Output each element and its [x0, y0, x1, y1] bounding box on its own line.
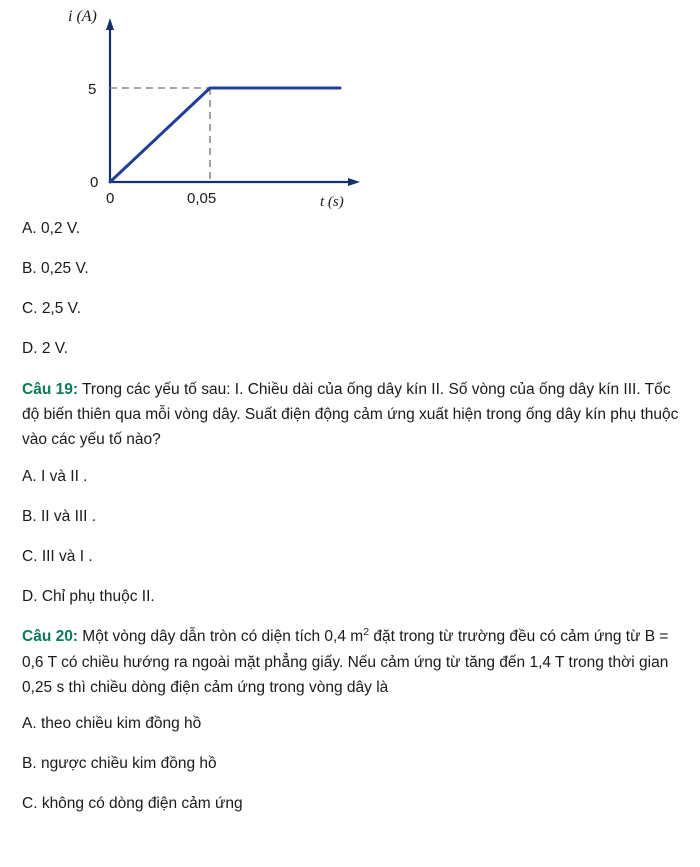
- answer-letter: D.: [22, 587, 38, 605]
- y-axis-label: i (A): [68, 8, 97, 25]
- answer-option-d-q19[interactable]: [18, 576, 682, 616]
- answer-text: [22, 505, 96, 528]
- answer-text: [22, 337, 68, 360]
- answer-letter: B.: [22, 755, 37, 773]
- question-20-superscript: 2: [363, 626, 370, 639]
- answer-letter: C.: [22, 795, 38, 813]
- answer-body: ngược chiều kim đồng hồ: [40, 755, 217, 773]
- answer-text: [22, 297, 81, 320]
- answer-body: III và I .: [41, 547, 93, 565]
- answer-letter: A.: [22, 715, 37, 733]
- answer-letter: D.: [22, 340, 38, 358]
- y-axis-arrow: [106, 18, 114, 30]
- answer-body: 2 V.: [41, 340, 68, 358]
- answer-option-a-q20[interactable]: [18, 704, 682, 744]
- answer-body: 0,25 V.: [40, 260, 89, 278]
- answer-text: [22, 465, 87, 488]
- graph-svg: [32, 4, 392, 209]
- answer-option-c-q19[interactable]: [18, 536, 682, 576]
- answer-option-b-q18[interactable]: [18, 249, 682, 289]
- answer-option-b-q19[interactable]: [18, 496, 682, 536]
- answer-text: [22, 752, 217, 775]
- question-19-body: Trong các yếu tố sau: I. Chiều dài của ống dây kín II. Số vòng của ống dây kín III. Tốc độ biến thiên qua mỗi vòng dây. Suất điện động cảm ứng xuất hiện trong ống dây kín phụ thuộc vào các yếu tố nào?: [22, 381, 679, 449]
- question-19: [22, 377, 682, 452]
- y-tick-label: 5: [88, 81, 97, 98]
- answer-option-b-q20[interactable]: [18, 744, 682, 784]
- document-page: [0, 4, 700, 867]
- answer-body: không có dòng điện cảm ứng: [41, 795, 243, 813]
- answer-option-d-q18[interactable]: [18, 329, 682, 369]
- x-tick-label: 0,05: [187, 190, 217, 207]
- answer-letter: B.: [22, 260, 37, 278]
- answer-body: 2,5 V.: [41, 300, 81, 318]
- question-20-body-part1: Một vòng dây dẫn tròn có diện tích 0,4 m: [78, 628, 364, 646]
- question-20: [22, 624, 682, 699]
- answer-text: [22, 585, 155, 608]
- data-line: [110, 88, 340, 182]
- answer-letter: A.: [22, 467, 37, 485]
- current-time-graph: [32, 4, 392, 209]
- answer-option-a-q19[interactable]: [18, 456, 682, 496]
- question-20-body-part2: đặt trong từ trường đều có cảm ứng từ B = 0,6 T có chiều hướng ra ngoài mặt phẳng giấy. Nếu cảm ứng từ tăng đến 1,4 T trong thời gian 0,25 s thì chiều dòng điện cảm ứng trong vòng dây là: [22, 628, 669, 696]
- x-axis-label: t (s): [320, 194, 344, 209]
- answer-text: [22, 257, 89, 280]
- answer-letter: C.: [22, 547, 38, 565]
- x-origin-label: 0: [106, 190, 115, 207]
- answer-option-a-q18[interactable]: [18, 209, 682, 249]
- answer-body: I và II .: [40, 467, 88, 485]
- x-axis-arrow: [348, 178, 360, 186]
- answer-text: [22, 792, 243, 815]
- answer-option-c-q18[interactable]: [18, 289, 682, 329]
- answer-text: [22, 217, 80, 240]
- question-20-label: Câu 20:: [22, 628, 78, 646]
- answer-body: Chỉ phụ thuộc II.: [41, 587, 155, 605]
- answer-text: [22, 545, 93, 568]
- answer-body: theo chiều kim đồng hồ: [40, 715, 202, 733]
- answer-letter: A.: [22, 220, 37, 238]
- origin-label: 0: [90, 174, 99, 191]
- answer-body: II và III .: [40, 507, 97, 525]
- answer-option-c-q20[interactable]: [18, 784, 682, 824]
- answer-letter: B.: [22, 507, 37, 525]
- answer-body: 0,2 V.: [40, 220, 81, 238]
- answer-text: [22, 712, 201, 735]
- answer-letter: C.: [22, 300, 38, 318]
- question-19-label: Câu 19:: [22, 381, 78, 398]
